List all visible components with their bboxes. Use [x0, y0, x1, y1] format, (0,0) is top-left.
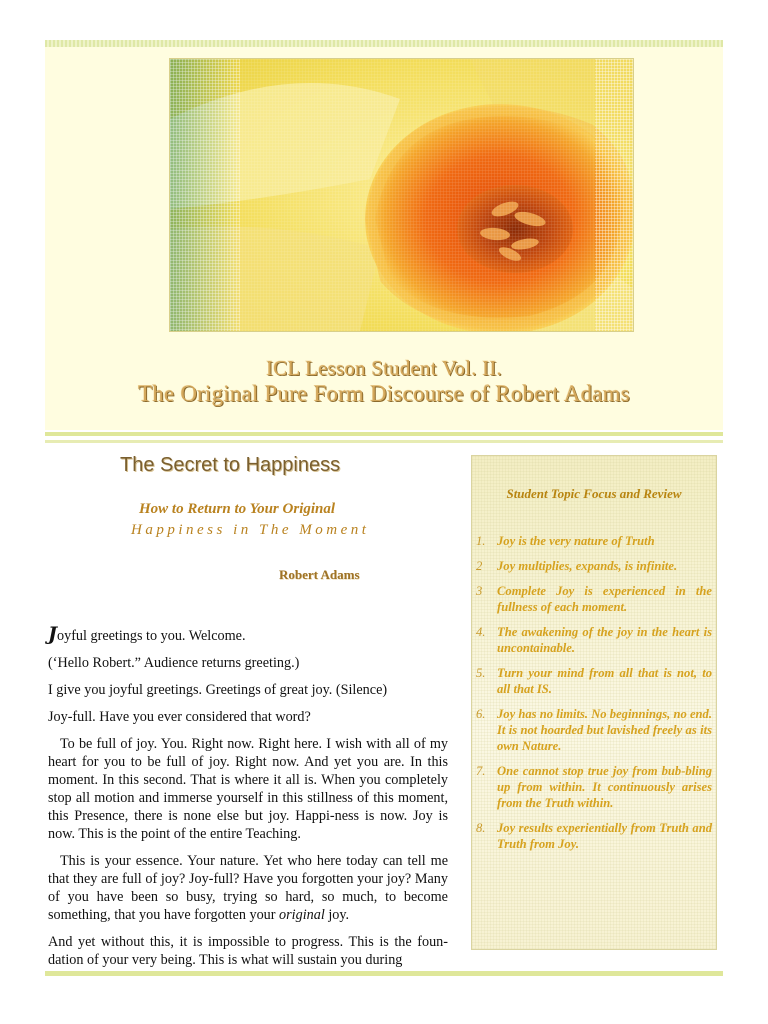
article-author: Robert Adams: [279, 567, 360, 582]
top-decorative-rule: [45, 40, 723, 47]
body-paragraph: Joy-full. Have you ever considered that word?: [48, 709, 311, 725]
body-paragraph: (‘Hello Robert.” Audience returns greeting.): [48, 655, 300, 671]
article-subtitle-line1: How to Return to Your Original: [139, 501, 336, 517]
review-item: 8. Joy results experientially from Truth and Truth from Joy.: [476, 821, 712, 851]
body-paragraph: I give you joyful greetings. Greetings of great joy. (Silence): [48, 682, 388, 698]
daffodil-flower-photo: [169, 58, 634, 332]
review-item: 3 Complete Joy is experienced in the fullness of each moment.: [476, 584, 712, 614]
divider-rule: [45, 432, 723, 436]
article-subtitle-line2: Happiness in The Moment: [131, 522, 370, 538]
review-item: 4. The awakening of the joy in the heart is uncontainable.: [476, 625, 712, 655]
review-item: 7. One cannot stop true joy from bub-bling up from within. It continuously arises from the Truth within.: [476, 764, 712, 810]
article-title: The Secret to Happiness: [120, 454, 341, 476]
review-item: 2 Joy multiplies, expands, is infinite.: [476, 559, 678, 573]
body-paragraph: Joyful greetings to you. Welcome.: [48, 623, 246, 645]
drop-cap: J: [48, 623, 57, 645]
body-paragraph: This is your essence. Your nature. Yet who here today can tell me that they are full of joy? Joy-full? Have you forgotten your joy? Many of you have been so busy, trying so hard, so much, to become something, that you have forgotten your original joy.: [48, 853, 448, 923]
review-title: Student Topic Focus and Review: [506, 486, 682, 501]
divider-rule: [45, 440, 723, 443]
review-item: 1. Joy is the very nature of Truth: [476, 534, 655, 548]
review-item: 6. Joy has no limits. No beginnings, no end. It is not hoarded but lavished freely as its own Nature.: [476, 707, 712, 753]
discourse-subtitle: The Original Pure Form Discourse of Robert Adams: [138, 381, 630, 406]
bottom-decorative-rule: [45, 971, 723, 976]
review-list: [476, 533, 712, 861]
body-paragraph: To be full of joy. You. Right now. Right here. I wish with all of my heart for you to be full of joy. Right now. And yet you are. In this moment. In this second. That is where it all is. When you completely stop all motion and immerse yourself in this stillness of this moment, this Presence, there is none else but joy. Happi-ness is now. Joy is now. This is the point of the entire Teaching.: [48, 736, 448, 842]
series-title: ICL Lesson Student Vol. II.: [265, 356, 502, 380]
article-body: [48, 625, 448, 978]
review-item: 5. Turn your mind from all that is not, to all that IS.: [476, 666, 712, 696]
review-sidebar: [471, 455, 717, 950]
body-paragraph: And yet without this, it is impossible to progress. This is the foun-dation of your very being. This is what will sustain you during: [48, 934, 448, 968]
